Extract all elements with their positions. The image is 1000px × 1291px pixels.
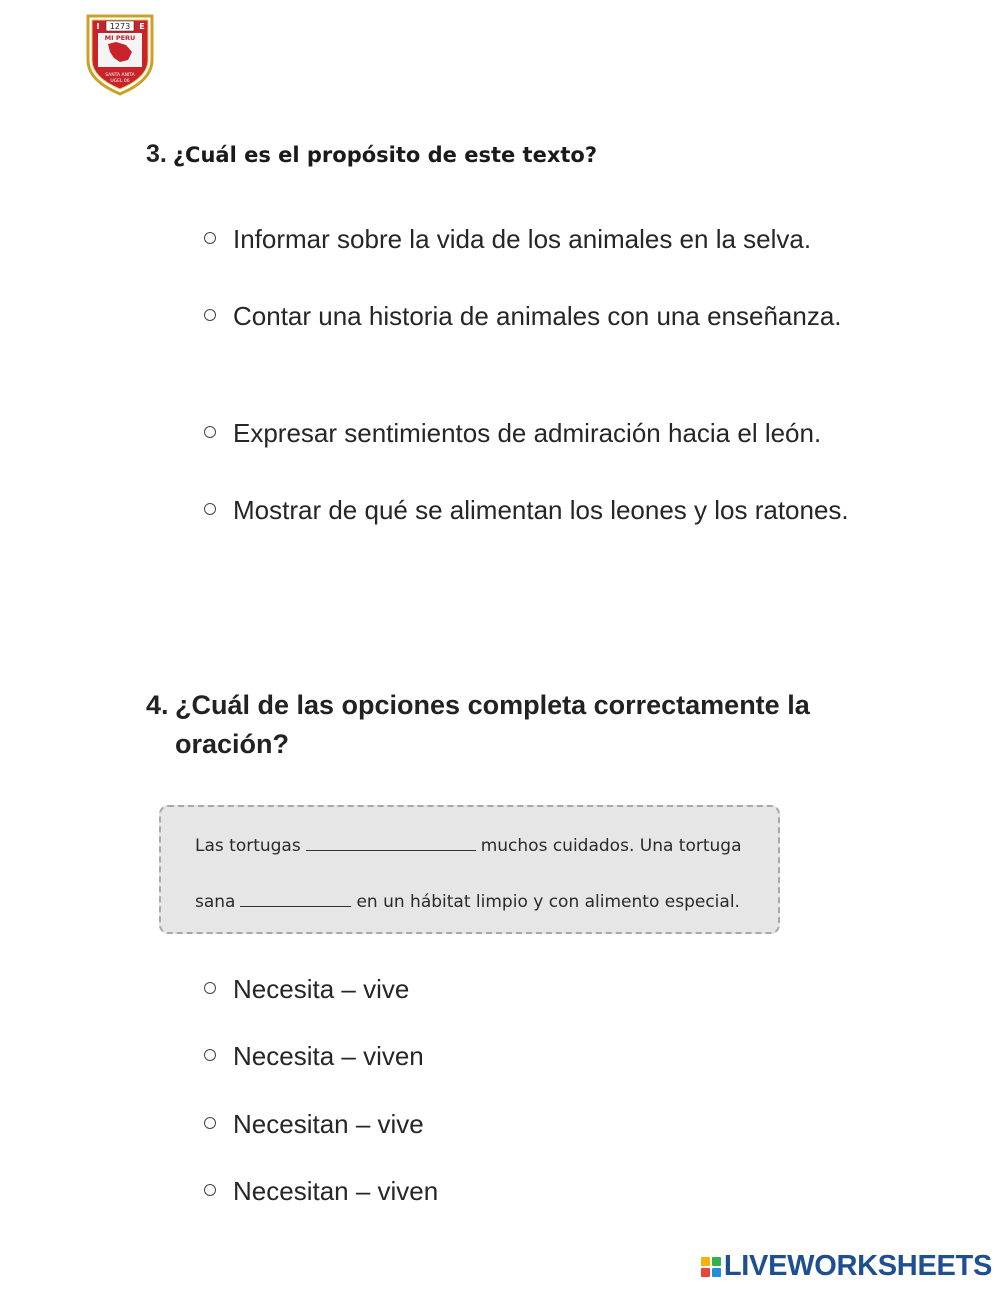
blank-1 xyxy=(306,849,476,851)
q3-option-1-label: Informar sobre la vida de los animales en la selva. xyxy=(233,224,812,254)
sentence-line-2-before: sana xyxy=(195,892,236,912)
radio-circle-icon[interactable] xyxy=(204,503,216,515)
q3-option-3-label: Expresar sentimientos de admiración hacia el león. xyxy=(233,418,822,448)
crest-number: 1273 xyxy=(109,22,131,31)
liveworksheets-brand-text: LIVEWORKSHEETS xyxy=(723,1250,992,1282)
crest-name: MI PERU xyxy=(104,34,136,42)
mark-square xyxy=(712,1268,721,1277)
question-4-text: ¿Cuál de las opciones completa correctamente la oración? xyxy=(175,690,810,759)
q4-option-3[interactable] xyxy=(204,1105,900,1143)
liveworksheets-logo[interactable] xyxy=(701,1250,992,1283)
school-crest-logo xyxy=(86,14,154,96)
radio-circle-icon[interactable] xyxy=(204,426,216,438)
q3-option-4[interactable] xyxy=(204,491,900,529)
question-3-number: 3. xyxy=(146,140,167,168)
q4-option-1-label: Necesita – vive xyxy=(233,974,410,1004)
radio-circle-icon[interactable] xyxy=(204,982,216,994)
sentence-box xyxy=(159,805,780,934)
radio-circle-icon[interactable] xyxy=(204,309,216,321)
question-3-heading xyxy=(146,140,597,169)
crest-right-letter: E xyxy=(139,22,145,31)
q3-option-3[interactable] xyxy=(204,414,900,452)
mark-square xyxy=(712,1257,721,1266)
sentence-line-1 xyxy=(195,836,742,856)
q4-option-2-label: Necesita – viven xyxy=(233,1041,424,1071)
q3-option-1[interactable] xyxy=(204,220,900,258)
q4-option-4-label: Necesitan – viven xyxy=(233,1176,439,1206)
q4-option-3-label: Necesitan – vive xyxy=(233,1109,424,1139)
q4-option-4[interactable] xyxy=(204,1172,900,1210)
question-3-text: ¿Cuál es el propósito de este texto? xyxy=(172,143,598,167)
q3-option-2[interactable] xyxy=(204,297,900,335)
crest-bottom-text-1: SANTA ANITA xyxy=(105,73,135,78)
sentence-line-2 xyxy=(195,892,740,912)
q3-option-4-label: Mostrar de qué se alimentan los leones y los ratones. xyxy=(233,495,849,525)
radio-circle-icon[interactable] xyxy=(204,1184,216,1196)
q4-option-1[interactable] xyxy=(204,970,900,1008)
crest-bottom-text-2: UGEL 06 xyxy=(110,79,130,84)
q3-option-2-label: Contar una historia de animales con una enseñanza. xyxy=(233,301,842,331)
radio-circle-icon[interactable] xyxy=(204,1049,216,1061)
liveworksheets-mark-icon xyxy=(701,1257,721,1277)
radio-circle-icon[interactable] xyxy=(204,232,216,244)
question-4-heading xyxy=(146,686,886,764)
sentence-line-2-after: en un hábitat limpio y con alimento especial. xyxy=(356,892,740,912)
question-4-number: 4. xyxy=(146,690,169,720)
mark-square xyxy=(701,1257,710,1266)
q4-option-2[interactable] xyxy=(204,1037,900,1075)
radio-circle-icon[interactable] xyxy=(204,1117,216,1129)
mark-square xyxy=(701,1268,710,1277)
sentence-line-1-before: Las tortugas xyxy=(195,836,301,856)
crest-left-letter: I xyxy=(96,22,100,31)
sentence-line-1-after: muchos cuidados. Una tortuga xyxy=(480,836,742,856)
blank-2 xyxy=(240,905,351,907)
